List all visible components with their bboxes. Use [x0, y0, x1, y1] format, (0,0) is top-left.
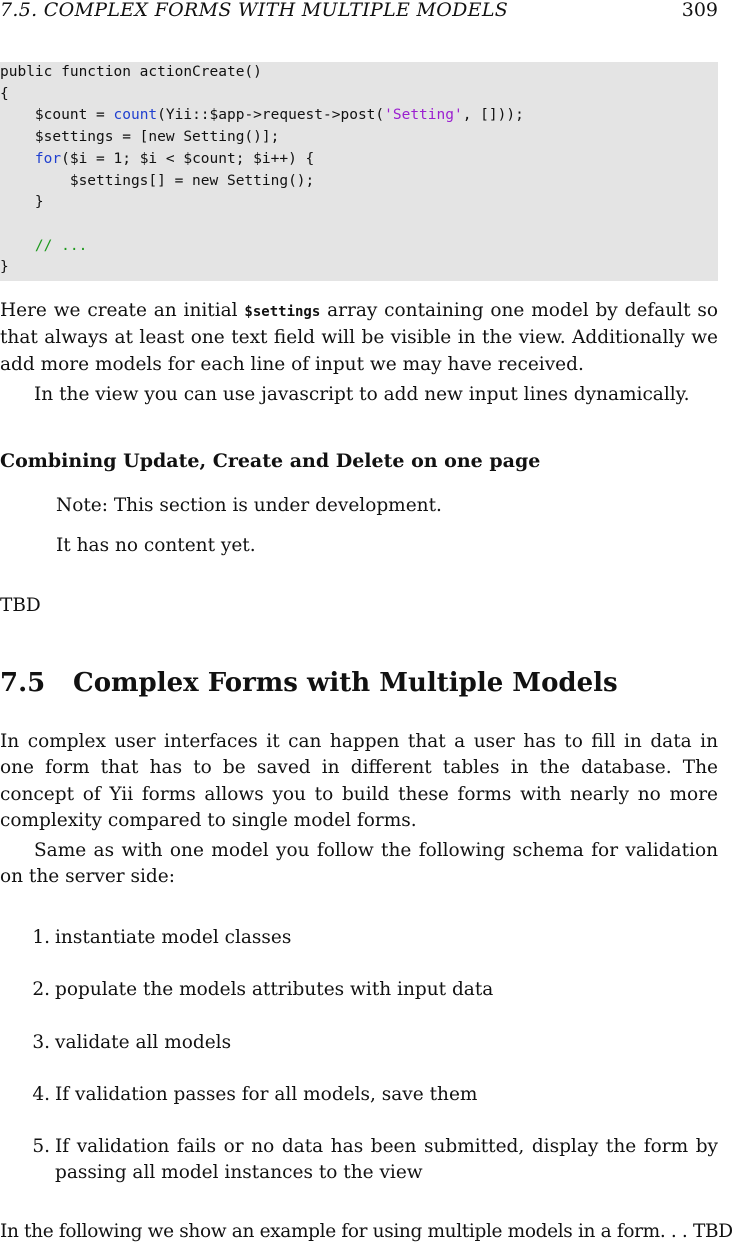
list-number: 5. — [32, 1136, 50, 1157]
paragraph-settings-explanation — [0, 298, 718, 378]
code-token — [0, 151, 35, 167]
tbd-text: TBD — [0, 595, 41, 616]
code-token: ($i = 1; $i < $count; $i++) { — [61, 150, 315, 167]
code-block — [0, 62, 718, 281]
list-item — [0, 1082, 718, 1108]
paragraph-javascript: In the view you can use javascript to add new input lines dynamically. — [34, 384, 690, 405]
list-text: If validation fails or no data has been submitted, display the form by passing all model instances to the view — [55, 1136, 718, 1184]
code-line — [0, 192, 718, 214]
list-item — [0, 1030, 718, 1056]
code-token: $count = — [0, 107, 114, 124]
code-token: (Yii::$app->request->post( — [157, 107, 385, 124]
code-token: public function actionCreate() — [0, 64, 262, 80]
code-line — [0, 257, 718, 279]
paragraph-text: Here we create an initial — [0, 300, 245, 321]
code-token: count — [113, 107, 158, 124]
code-token: for — [34, 150, 62, 167]
running-header: 7.5. COMPLEX FORMS WITH MULTIPLE MODELS — [0, 0, 509, 21]
list-number: 4. — [32, 1084, 50, 1105]
list-text: If validation passes for all models, save them — [55, 1084, 478, 1105]
note-text: It has no content yet. — [56, 535, 256, 556]
list-text: instantiate model classes — [55, 927, 292, 948]
code-line — [0, 149, 718, 171]
subsection-title: Combining Update, Create and Delete on one page — [0, 450, 541, 472]
paragraph-intro: In complex user interfaces it can happen that a user has to fill in data in one form that has to be saved in different tables in the database. The concept of Yii forms allows you to build these forms with nearly no more complexity compared to single model forms. — [0, 731, 718, 831]
code-line — [0, 127, 718, 149]
code-line — [0, 171, 718, 193]
note-text: Note: This section is under development. — [56, 495, 442, 516]
list-item — [0, 1134, 718, 1187]
paragraph-text: array containing one model by default so that always at least one text field will be visible in the view. Additionally we add more models for each line of input we may have received. — [0, 300, 718, 375]
list-text: validate all models — [55, 1032, 232, 1053]
section-heading-text: Complex Forms with Multiple Models — [73, 668, 618, 698]
section-title — [0, 668, 618, 698]
list-number: 2. — [32, 979, 50, 1000]
list-item — [0, 925, 718, 951]
inline-code: $settings — [244, 304, 321, 320]
code-token: $settings = [new Setting()]; — [0, 129, 280, 146]
code-token: $settings[] = new Setting(); — [0, 172, 315, 189]
code-line — [0, 214, 718, 236]
list-text: populate the models attributes with input data — [55, 979, 494, 1000]
code-line — [0, 62, 718, 84]
code-token: , [])); — [462, 107, 524, 124]
paragraph-schema: Same as with one model you follow the following schema for validation on the server side: — [0, 840, 718, 888]
list-item — [0, 977, 718, 1003]
code-token: 'Setting' — [384, 107, 463, 124]
code-token: } — [0, 194, 44, 211]
code-line — [0, 84, 718, 106]
paragraph-final: In the following we show an example for using multiple models in a form. . . TBD — [0, 1221, 733, 1242]
code-token: { — [0, 85, 9, 102]
list-number: 3. — [32, 1032, 50, 1053]
section-number: 7.5 — [0, 668, 46, 698]
page-number: 309 — [681, 0, 718, 21]
code-token: // ... — [0, 237, 88, 254]
list-number: 1. — [32, 927, 50, 948]
code-line — [0, 236, 718, 258]
code-line — [0, 105, 718, 127]
code-listing — [0, 62, 718, 279]
code-token: } — [0, 259, 9, 276]
